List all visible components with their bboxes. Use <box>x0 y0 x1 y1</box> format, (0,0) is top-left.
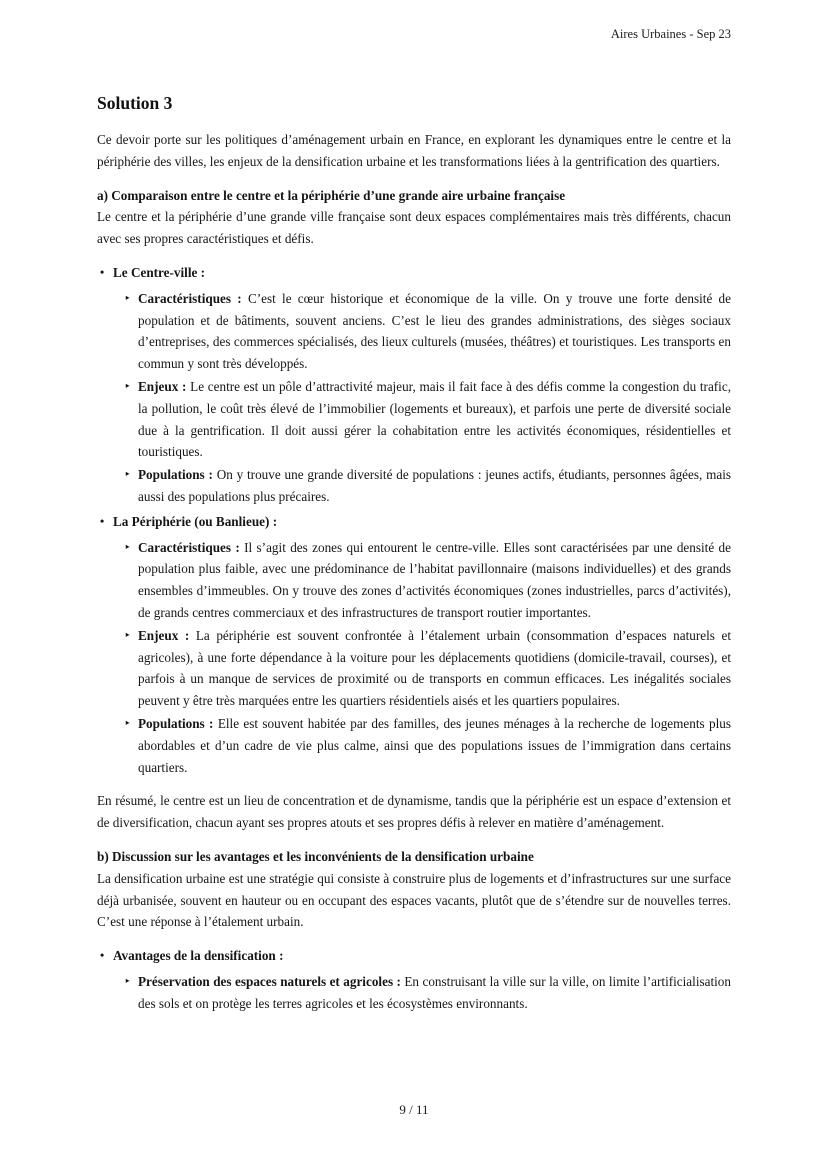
section-a-heading: a) Comparaison entre le centre et la périphérie d’une grande aire urbaine française <box>97 187 566 203</box>
sublist-item <box>124 376 731 463</box>
section-b-list <box>97 945 731 1014</box>
sublist <box>124 971 731 1015</box>
sublist <box>124 537 731 779</box>
sublist-item-body <box>138 288 731 375</box>
list-item-centre-ville <box>97 262 731 508</box>
sublist-item-text: La périphérie est souvent confrontée à l’étalement urbain (consommation d’espaces naturels et agricoles), à une forte dépendance à la voiture pour les déplacements quotidiens (domicile-travail, courses), et parfois à un manque de services de proximité ou de transports en commun efficaces. Les inégalités sociales peuvent y être très marquées entre les quartiers résidentiels aisés et les quartiers populaires. <box>138 627 731 709</box>
list-item-heading <box>97 262 731 284</box>
section-b-lead: La densification urbaine est une stratégie qui consiste à construire plus de logements et d’infrastructures sur une surface déjà urbanisée, souvent en hauteur ou en occupant des espaces vacants, plutôt que de s’étendre sur de nouvelles terres. C’est une réponse à l’étalement urbain. <box>97 870 731 930</box>
sublist-item-label: Enjeux : <box>138 378 187 394</box>
bullet-dot-icon: • <box>100 264 105 279</box>
sublist-item-label: Préservation des espaces naturels et agricoles : <box>138 973 401 989</box>
sublist-item <box>124 713 731 778</box>
sublist-item-label: Populations : <box>138 467 213 483</box>
list-item-label: Avantages de la densification : <box>113 948 284 964</box>
sublist-item-label: Caractéristiques : <box>138 290 242 306</box>
bullet-triangle-icon: ‣ <box>124 380 131 393</box>
bullet-triangle-icon: ‣ <box>124 541 131 554</box>
page-title: Solution 3 <box>97 93 173 113</box>
sublist-item-label: Caractéristiques : <box>138 539 240 555</box>
sublist-item-body <box>138 376 731 463</box>
list-item-avantages <box>97 945 731 1014</box>
sublist-item-body <box>138 625 731 712</box>
sublist-item <box>124 464 731 508</box>
page-number: 9 / 11 <box>399 1102 429 1117</box>
sublist-item <box>124 288 731 375</box>
sublist-item-text: Elle est souvent habitée par des familles, des jeunes ménages à la recherche de logements plus abordables et d’un cadre de vie plus calme, ainsi que des populations issues de l’immigration dans certains quartiers. <box>138 715 732 775</box>
running-header: Aires Urbaines - Sep 23 <box>610 27 731 41</box>
bullet-triangle-icon: ‣ <box>124 975 131 988</box>
sublist-item <box>124 625 731 712</box>
list-item-label: Le Centre-ville : <box>113 264 206 280</box>
list-item-heading <box>97 945 731 967</box>
bullet-triangle-icon: ‣ <box>124 717 131 730</box>
sublist-item-body <box>138 537 731 624</box>
bullet-triangle-icon: ‣ <box>124 469 131 482</box>
sublist-item-text: On y trouve une grande diversité de populations : jeunes actifs, étudiants, personnes âgées, mais aussi des populations plus précaires. <box>138 467 732 504</box>
bullet-dot-icon: • <box>100 513 105 528</box>
list-item-peripherie <box>97 511 731 779</box>
sublist-item <box>124 537 731 624</box>
sublist <box>124 288 731 508</box>
sublist-item-body <box>138 713 731 778</box>
sublist-item-label: Enjeux : <box>138 627 190 643</box>
intro-paragraph: Ce devoir porte sur les politiques d’aménagement urbain en France, en explorant les dynamiques entre le centre et la périphérie des villes, les enjeux de la densification urbaine et les transformations liées à la gentrification des quartiers. <box>97 132 731 169</box>
list-item-label: La Périphérie (ou Banlieue) : <box>113 513 278 529</box>
bullet-triangle-icon: ‣ <box>124 292 131 305</box>
bullet-triangle-icon: ‣ <box>124 629 131 642</box>
section-a-lead: Le centre et la périphérie d’une grande ville française sont deux espaces complémentaires mais très différents, chacun avec ses propres caractéristiques et défis. <box>97 209 731 247</box>
section-a-summary: En résumé, le centre est un lieu de concentration et de dynamisme, tandis que la périphérie est un espace d’extension et de diversification, chacun ayant ses propres atouts et ses propres défis à relever en matière d’aménagement. <box>97 793 731 831</box>
sublist-item <box>124 971 731 1015</box>
sublist-item-text: En construisant la ville sur la ville, on limite l’artificialisation des sols et on protège les terres agricoles et les écosystèmes environnants. <box>138 973 731 1011</box>
sublist-item-label: Populations : <box>138 715 214 731</box>
list-item-heading <box>97 511 731 533</box>
sublist-item-body <box>138 464 731 508</box>
sublist-item-text: Le centre est un pôle d’attractivité majeur, mais il fait face à des défis comme la congestion du trafic, la pollution, le coût très élevé de l’immobilier (logements et bureaux), et parfois une perte de diversité sociale due à la gentrification. Il doit aussi gérer la cohabitation entre les activités économiques, résidentielles et touristiques. <box>138 378 731 460</box>
sublist-item-text: Il s’agit des zones qui entourent le centre-ville. Elles sont caractérisées par une densité de population plus faible, avec une prédominance de l’habitat pavillonnaire (maisons individuelles) et des grands ensembles d’immeubles. On y trouve des zones d’activités économiques (zones industrielles, parcs d’activités), de grands centres commerciaux et des infrastructures de transport routier importantes. <box>138 539 731 620</box>
section-b-heading: b) Discussion sur les avantages et les inconvénients de la densification urbaine <box>97 848 534 864</box>
sublist-item-body <box>138 971 731 1015</box>
bullet-dot-icon: • <box>100 948 105 963</box>
section-a-list <box>97 262 731 778</box>
sublist-item-text: C’est le cœur historique et économique de la ville. On y trouve une forte densité de population et de bâtiments, souvent anciens. C’est le lieu des grandes administrations, des sièges sociaux d’entreprises, des commerces spécialisés, des lieux culturels (musées, théâtres) et touristiques. Les transports en commun y sont très développés. <box>138 290 732 372</box>
